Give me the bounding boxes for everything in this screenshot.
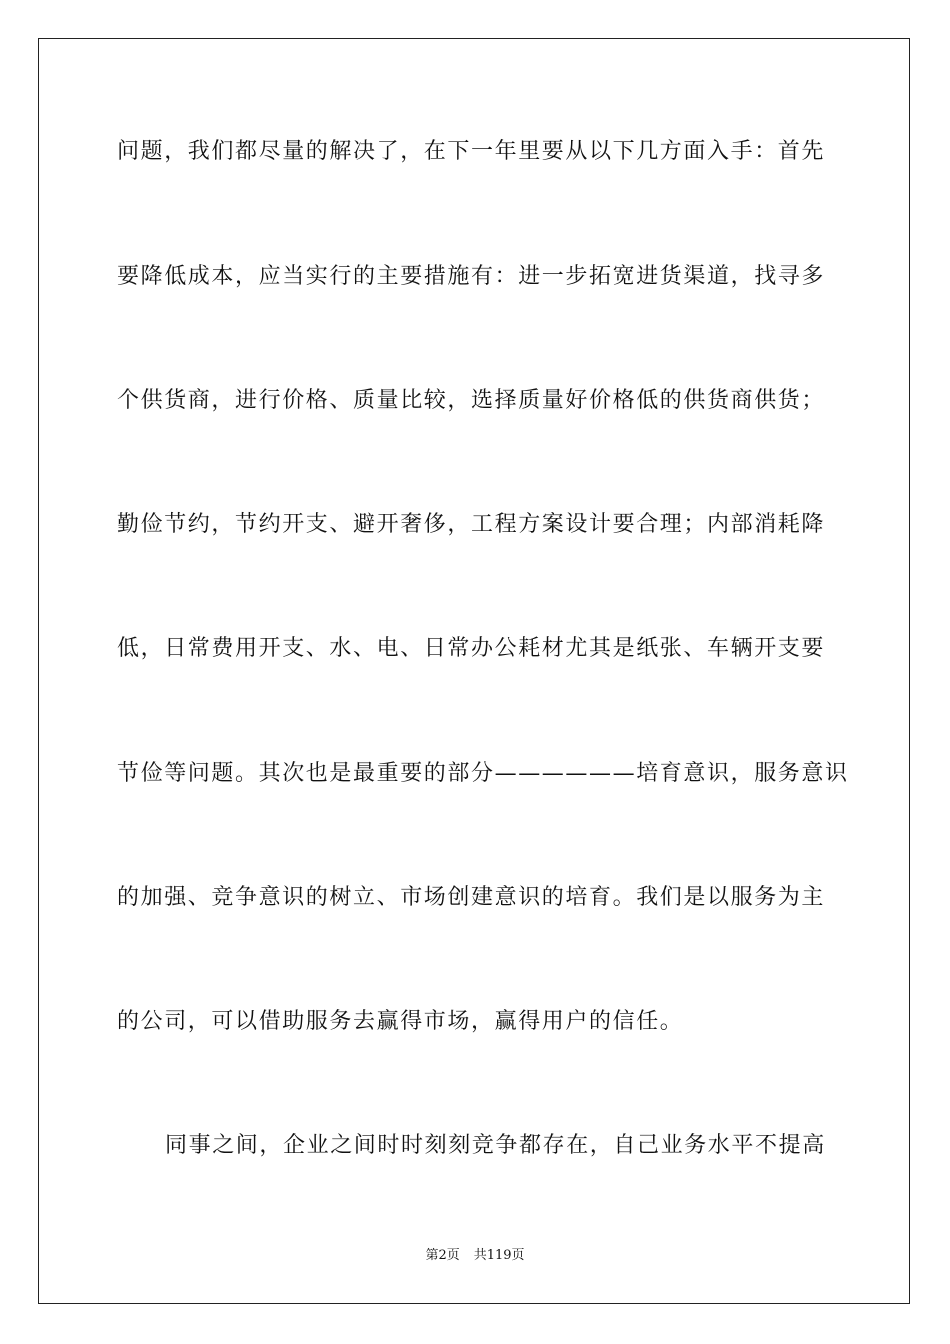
text-line: 勤俭节约，节约开支、避开奢侈，工程方案设计要合理；内部消耗降 <box>117 512 826 537</box>
text-line: 低，日常费用开支、水、电、日常办公耗材尤其是纸张、车辆开支要 <box>117 636 826 661</box>
page-footer <box>0 1247 950 1265</box>
text-line: 问题，我们都尽量的解决了，在下一年里要从以下几方面入手：首先 <box>117 139 826 164</box>
page-number: 第2页 <box>425 1248 460 1263</box>
page-border <box>38 38 910 1304</box>
text-line: 的加强、竞争意识的树立、市场创建意识的培育。我们是以服务为主 <box>117 885 826 910</box>
text-line: 节俭等问题。其次也是最重要的部分——————培育意识，服务意识 <box>117 761 849 786</box>
page-total: 共119页 <box>473 1248 525 1263</box>
paragraph-first-line: 同事之间，企业之间时时刻刻竞争都存在，自己业务水平不提高 <box>165 1133 826 1158</box>
text-line: 个供货商，进行价格、质量比较，选择质量好价格低的供货商供货； <box>117 388 826 413</box>
text-line: 的公司，可以借助服务去赢得市场，赢得用户的信任。 <box>117 1009 684 1034</box>
text-line: 要降低成本，应当实行的主要措施有：进一步拓宽进货渠道，找寻多 <box>117 264 826 289</box>
